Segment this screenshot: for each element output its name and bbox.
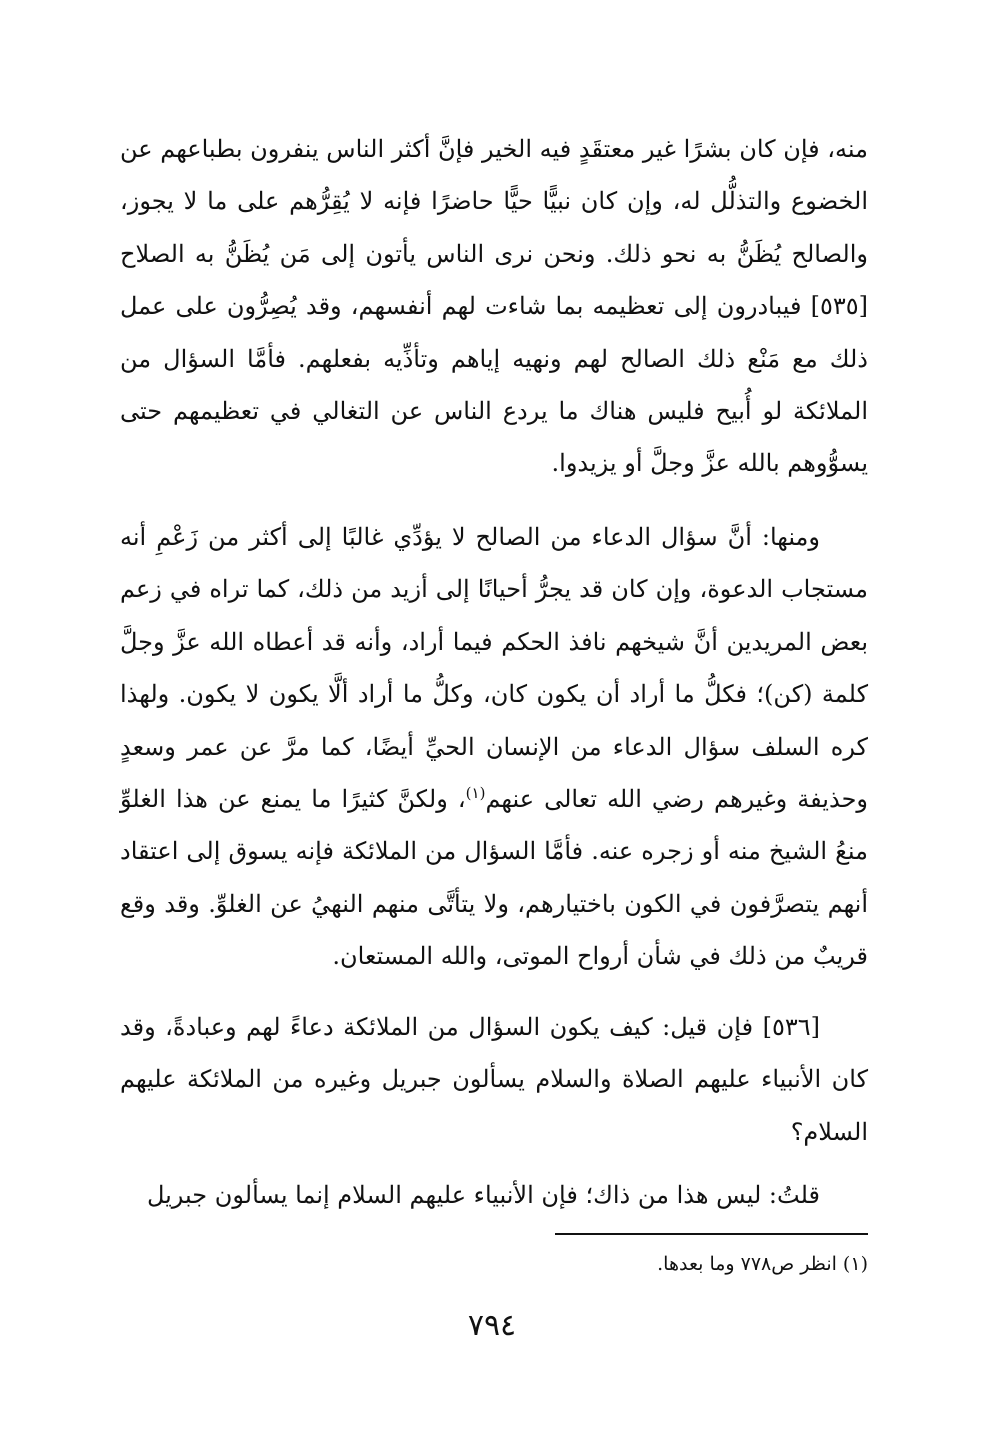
body-paragraph-3: [120, 1001, 868, 1158]
paragraph-text: ومنها: أنَّ سؤال الدعاء من الصالح لا يؤدِّي غالبًا إلى أكثر من زَعْمِ أنه مستجاب الدعوة، وإن كان قد يجرُّ أحيانًا إلى أزيد من ذلك، كما تراه في زعم بعض المريدين أنَّ شيخهم نافذ الحكم فيما أراد، وأنه قد أعطاه الله عزَّ وجلَّ كلمة (كن)؛ فكلُّ ما أراد أن يكون كان، وكلُّ ما أراد ألَّا يكون لا يكون. ولهذا كره السلف سؤال الدعاء من الإنسان الحيِّ أيضًا، كما مرَّ عن عمر وسعدٍ وحذيفة وغيرهم رضي الله تعالى عنهم: [120, 523, 869, 814]
footnote-separator: [555, 1233, 868, 1235]
paragraph-text: منه، فإن كان بشرًا غير معتقَدٍ فيه الخير فإنَّ أكثر الناس ينفرون بطباعهم عن الخضوع والتذلُّل له، وإن كان نبيًّا حيًّا حاضرًا فإنه لا يُقِرُّهم على ما لا يجوز، والصالح يُظَنُّ به نحو ذلك. ونحن نرى الناس يأتون إلى مَن يُظَنُّ به الصلاح [٥٣٥] فيبادرون إلى تعظيمه بما شاءت لهم أنفسهم، وقد يُصِرُّون على عمل ذلك مع مَنْع ذلك الصالح لهم ونهيه إياهم وتأذِّيه بفعلهم. فأمَّا السؤال من الملائكة لو أُبيح فليس هناك ما يردع الناس عن التغالي في تعظيمهم حتى يسوُّوهم بالله عزَّ وجلَّ أو يزيدوا.: [120, 135, 868, 478]
page-number: ٧٩٤: [467, 1308, 517, 1343]
footnote-marker: (١): [465, 784, 486, 803]
paragraph-text: [٥٣٦] فإن قيل: كيف يكون السؤال من الملائكة دعاءً لهم وعبادةً، وقد كان الأنبياء عليهم الصلاة والسلام يسألون جبريل وغيره من الملائكة عليهم السلام؟: [120, 1013, 868, 1146]
body-paragraph-4: [120, 1169, 868, 1221]
body-paragraph-2: [120, 511, 868, 983]
paragraph-text-continued: ، ولكنَّ كثيرًا ما يمنع عن هذا الغلوِّ منعُ الشيخ منه أو زجره عنه. فأمَّا السؤال من الملائكة فإنه يسوق إلى اعتقاد أنهم يتصرَّفون في الكون باختيارهم، ولا يتأتَّى منهم النهيُ عن الغلوِّ. وقد وقع قريبٌ من ذلك في شأن أرواح الموتى، والله المستعان.: [120, 785, 868, 971]
paragraph-text: قلتُ: ليس هذا من ذاك؛ فإن الأنبياء عليهم السلام إنما يسألون جبريل: [146, 1181, 820, 1209]
footnote: (١) انظر ص٧٧٨ وما بعدها.: [657, 1253, 868, 1275]
body-paragraph-1: [120, 123, 868, 490]
